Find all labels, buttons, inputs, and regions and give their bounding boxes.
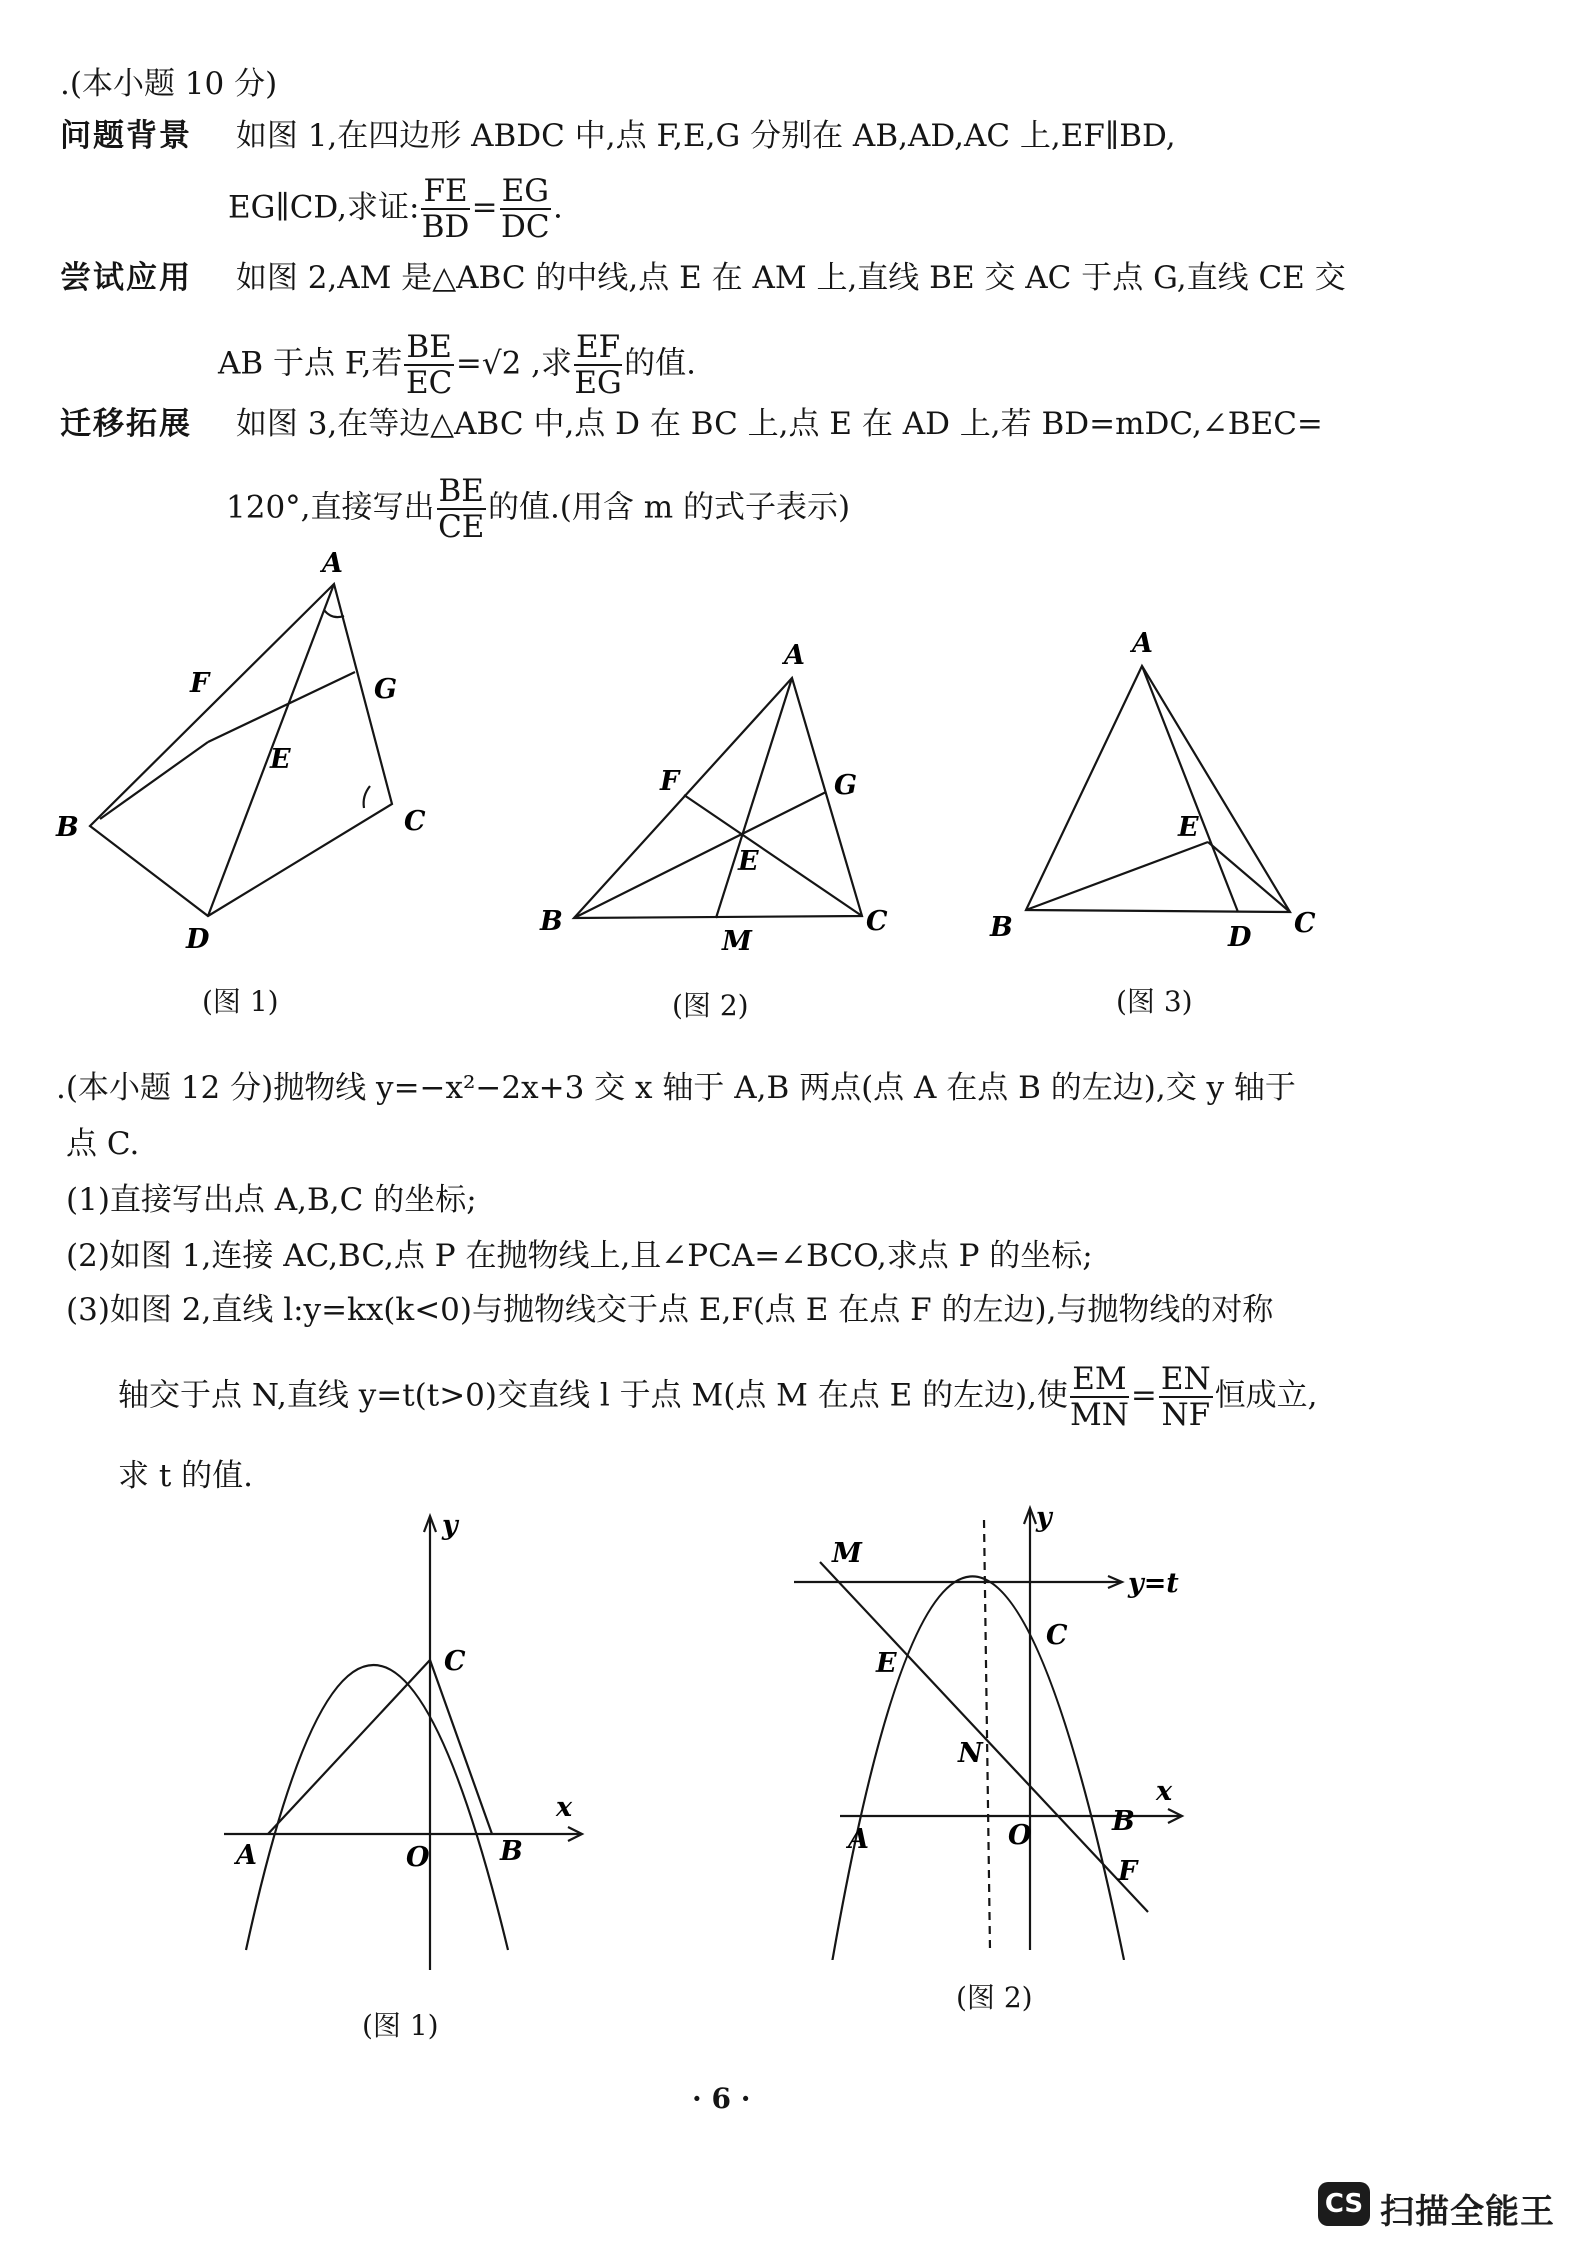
q2-fig2-label-yt: y=t xyxy=(1128,1568,1179,1599)
q2-fig1-label-c: C xyxy=(444,1646,466,1677)
q2-fig2-label-m: M xyxy=(832,1538,862,1569)
q2-fig2-label-e: E xyxy=(876,1648,897,1679)
fig3-label-d: D xyxy=(1228,922,1252,953)
q1-background-line2: EG∥CD,求证: $\frac{FE}{BD}$ = $\frac{EG}{DC}$ . xyxy=(228,173,563,245)
q2-fig2-label-a: A xyxy=(848,1824,869,1855)
q2-figure-2 xyxy=(780,1490,1220,1960)
fig2-label-a: A xyxy=(784,640,805,671)
fraction-ef-eg: $\frac{EF}{EG}$ xyxy=(574,329,622,401)
q2-fig1-label-y: y xyxy=(442,1510,458,1541)
q2-part3-line1: (3)如图 2,直线 l:y=kx(k<0)与抛物线交于点 E,F(点 E 在点 F 的左边),与抛物线的对称 xyxy=(66,1292,1274,1328)
q2-fig1-label-a: A xyxy=(236,1840,257,1871)
q2-figure-1 xyxy=(210,1500,620,1980)
q1-background-prefix: EG∥CD,求证: xyxy=(228,189,420,226)
fraction-eg-dc: $\frac{EG}{DC}$ xyxy=(501,173,550,245)
q2-fig2-label-o: O xyxy=(1008,1820,1032,1851)
q2-fig2-label-y: y xyxy=(1036,1502,1052,1533)
fig1-label-a: A xyxy=(322,548,343,579)
fig1-label-e: E xyxy=(270,744,291,775)
section-label-extend: 迁移拓展 xyxy=(60,406,192,442)
fig2-label-c: C xyxy=(866,906,888,937)
q1-background-text: 如图 1,在四边形 ABDC 中,点 F,E,G 分别在 AB,AD,AC 上,EF∥BD, xyxy=(235,118,1176,154)
q2-fig1-label-o: O xyxy=(406,1842,430,1873)
q1-background-line1 xyxy=(60,116,1176,156)
q1-extend-text: 如图 3,在等边△ABC 中,点 D 在 BC 上,点 E 在 AD 上,若 BD=mDC,∠BEC= xyxy=(235,406,1323,442)
fig1-label-b: B xyxy=(56,812,79,843)
fig3-label-c: C xyxy=(1294,908,1316,939)
q1-apply-line2: AB 于点 F,若 $\frac{BE}{EC}$ =√2 ,求 $\frac{EF}{EG}$ 的值. xyxy=(218,329,697,401)
q2-fig2-label-n: N xyxy=(958,1738,983,1769)
fig1-label-g: G xyxy=(374,674,398,705)
q2-fig2-label-x: x xyxy=(1156,1776,1173,1807)
fraction-be-ce: $\frac{BE}{CE}$ xyxy=(438,473,485,545)
q2-fig1-label-x: x xyxy=(556,1792,573,1823)
q2-part3-line2: 轴交于点 N,直线 y=t(t>0)交直线 l 于点 M(点 M 在点 E 的左边),使 $\frac{EM}{MN}$ = $\frac{EN}{NF}$ 恒成立, xyxy=(118,1361,1318,1433)
section-label-background: 问题背景 xyxy=(60,118,192,154)
q2-part3-line3: 求 t 的值. xyxy=(118,1458,254,1494)
q1-extend-line2: 120°,直接写出 $\frac{BE}{CE}$ 的值.(用含 m 的式子表示) xyxy=(226,473,851,545)
fig3-label-a: A xyxy=(1132,628,1153,659)
q1-figure-1 xyxy=(40,540,460,980)
q1-figure-3 xyxy=(960,620,1340,970)
fig3-label-b: B xyxy=(990,912,1013,943)
section-label-apply: 尝试应用 xyxy=(60,260,192,296)
q2-fig2-label-f: F xyxy=(1118,1856,1138,1887)
q2-fig2-caption: (图 2) xyxy=(956,1981,1033,2014)
fig2-label-m: M xyxy=(722,926,752,957)
q1-header: .(本小题 10 分) xyxy=(60,66,278,102)
fig1-label-c: C xyxy=(404,806,426,837)
fraction-em-mn: $\frac{EM}{MN}$ xyxy=(1070,1361,1129,1433)
q1-fig1-caption: (图 1) xyxy=(202,985,279,1018)
q2-line2: 点 C. xyxy=(66,1126,140,1162)
q2-fig2-label-b: B xyxy=(1112,1806,1135,1837)
q2-part2: (2)如图 1,连接 AC,BC,点 P 在抛物线上,且∠PCA=∠BCO,求点 P 的坐标; xyxy=(66,1238,1093,1274)
fig2-label-g: G xyxy=(834,770,858,801)
q2-line1: .(本小题 12 分)抛物线 y=−x²−2x+3 交 x 轴于 A,B 两点(点 A 在点 B 的左边),交 y 轴于 xyxy=(56,1070,1296,1106)
q2-fig1-label-b: B xyxy=(500,1836,523,1867)
fig1-label-f: F xyxy=(190,668,210,699)
q1-apply-text: 如图 2,AM 是△ABC 的中线,点 E 在 AM 上,直线 BE 交 AC 于点 G,直线 CE 交 xyxy=(235,260,1346,296)
fraction-be-ec: $\frac{BE}{EC}$ xyxy=(405,329,453,401)
watermark-text: 扫描全能王 xyxy=(1380,2192,1555,2232)
fraction-en-nf: $\frac{EN}{NF}$ xyxy=(1160,1361,1211,1433)
q2-fig2-label-c: C xyxy=(1046,1620,1068,1651)
fig3-label-e: E xyxy=(1178,812,1199,843)
q1-extend-line1 xyxy=(60,404,1323,444)
fraction-fe-bd: $\frac{FE}{BD}$ xyxy=(421,173,470,245)
fig2-label-e: E xyxy=(738,846,759,877)
page-number: · 6 · xyxy=(692,2082,751,2115)
q1-fig3-caption: (图 3) xyxy=(1116,985,1193,1018)
fig2-label-f: F xyxy=(660,766,680,797)
q1-figure-2 xyxy=(520,630,920,970)
fig2-label-b: B xyxy=(540,906,563,937)
q1-fig2-caption: (图 2) xyxy=(672,989,749,1022)
q2-fig1-caption: (图 1) xyxy=(362,2009,439,2042)
q1-apply-line1 xyxy=(60,258,1346,298)
fig1-label-d: D xyxy=(186,924,210,955)
q2-part1: (1)直接写出点 A,B,C 的坐标; xyxy=(66,1182,477,1218)
cs-logo-badge: CS xyxy=(1318,2182,1370,2226)
